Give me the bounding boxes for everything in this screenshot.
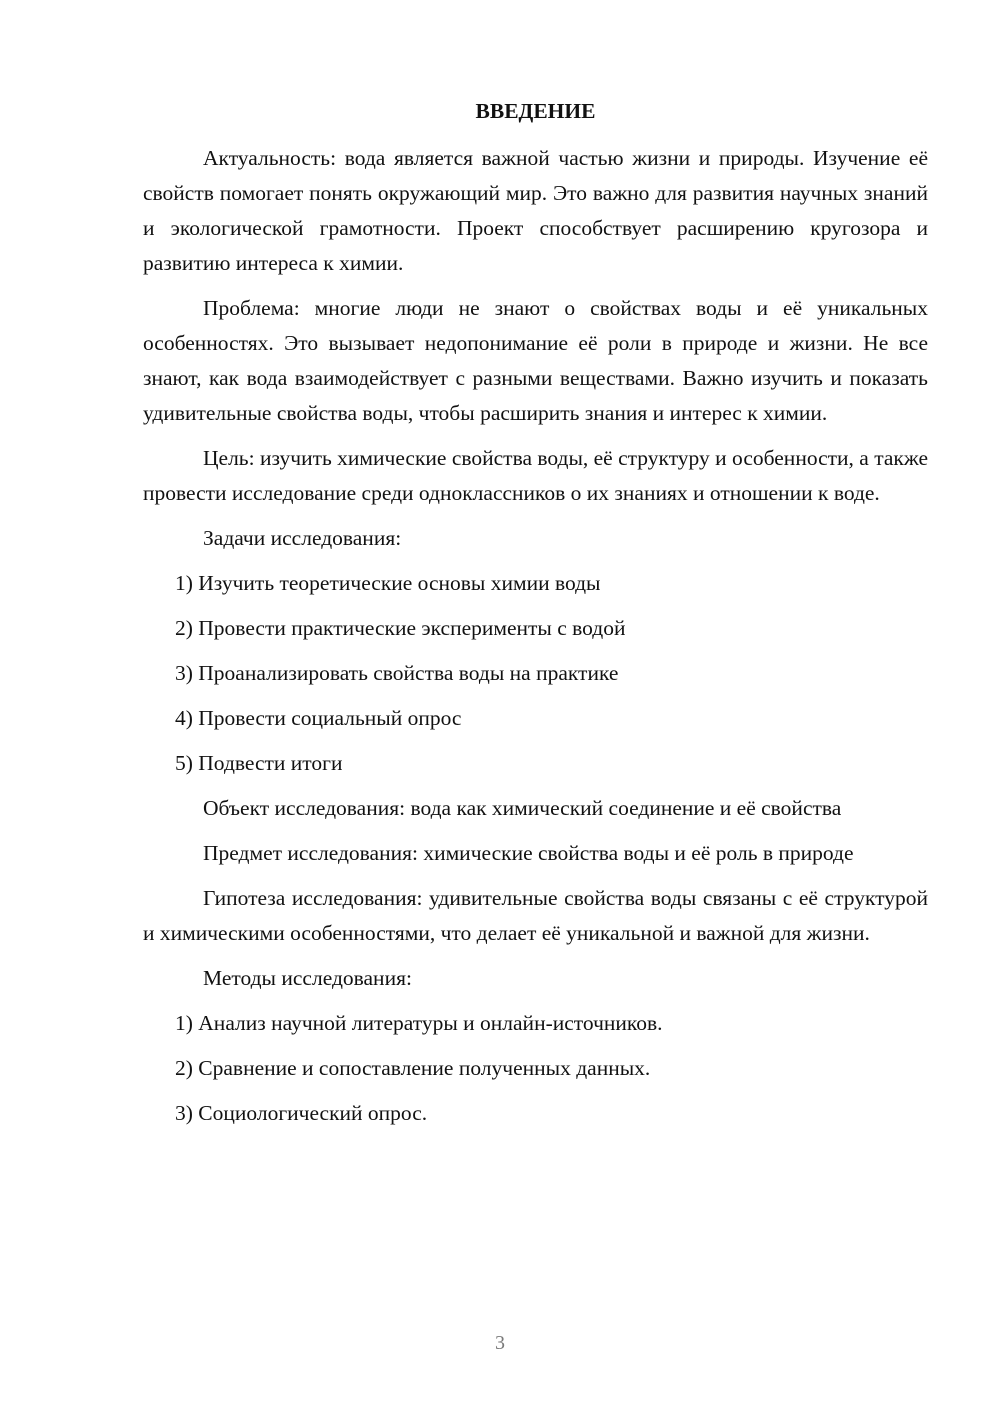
method-item: 1) Анализ научной литературы и онлайн-источников. [175,1011,663,1035]
task-item: 1) Изучить теоретические основы химии воды [175,571,601,595]
hypothesis-paragraph: Гипотеза исследования: удивительные свойства воды связаны с её структурой и химическими особенностями, что делает её уникальной и важной для жизни. [143,886,928,945]
tasks-heading: Задачи исследования: [203,526,402,550]
document-page [143,94,928,1141]
method-item: 3) Социологический опрос. [175,1101,428,1125]
task-item: 2) Провести практические эксперименты с водой [175,616,626,640]
subject-paragraph: Предмет исследования: химические свойства воды и её роль в природе [203,841,854,865]
problem-paragraph: Проблема: многие люди не знают о свойствах воды и её уникальных особенностях. Это вызывает недопонимание её роли в природе и жизни. Не все знают, как вода взаимодействует с разными веществами. Важно изучить и показать удивительные свойства воды, чтобы расширить знания и интерес к химии. [143,296,928,425]
method-item: 2) Сравнение и сопоставление полученных данных. [175,1056,651,1080]
task-item: 4) Провести социальный опрос [175,706,462,730]
goal-paragraph: Цель: изучить химические свойства воды, её структуру и особенности, а также провести исследование среди одноклассников о их знаниях и отношении к воде. [143,446,928,505]
task-item: 3) Проанализировать свойства воды на практике [175,661,619,685]
relevance-paragraph: Актуальность: вода является важной частью жизни и природы. Изучение её свойств помогает понять окружающий мир. Это важно для развития научных знаний и экологической грамотности. Проект способствует расширению кругозора и развитию интереса к химии. [143,146,928,275]
task-item: 5) Подвести итоги [175,751,343,775]
page-title: ВВЕДЕНИЕ [475,99,596,123]
object-paragraph: Объект исследования: вода как химический соединение и её свойства [203,796,842,820]
methods-heading: Методы исследования: [203,966,412,990]
page-number: 3 [495,1332,505,1354]
